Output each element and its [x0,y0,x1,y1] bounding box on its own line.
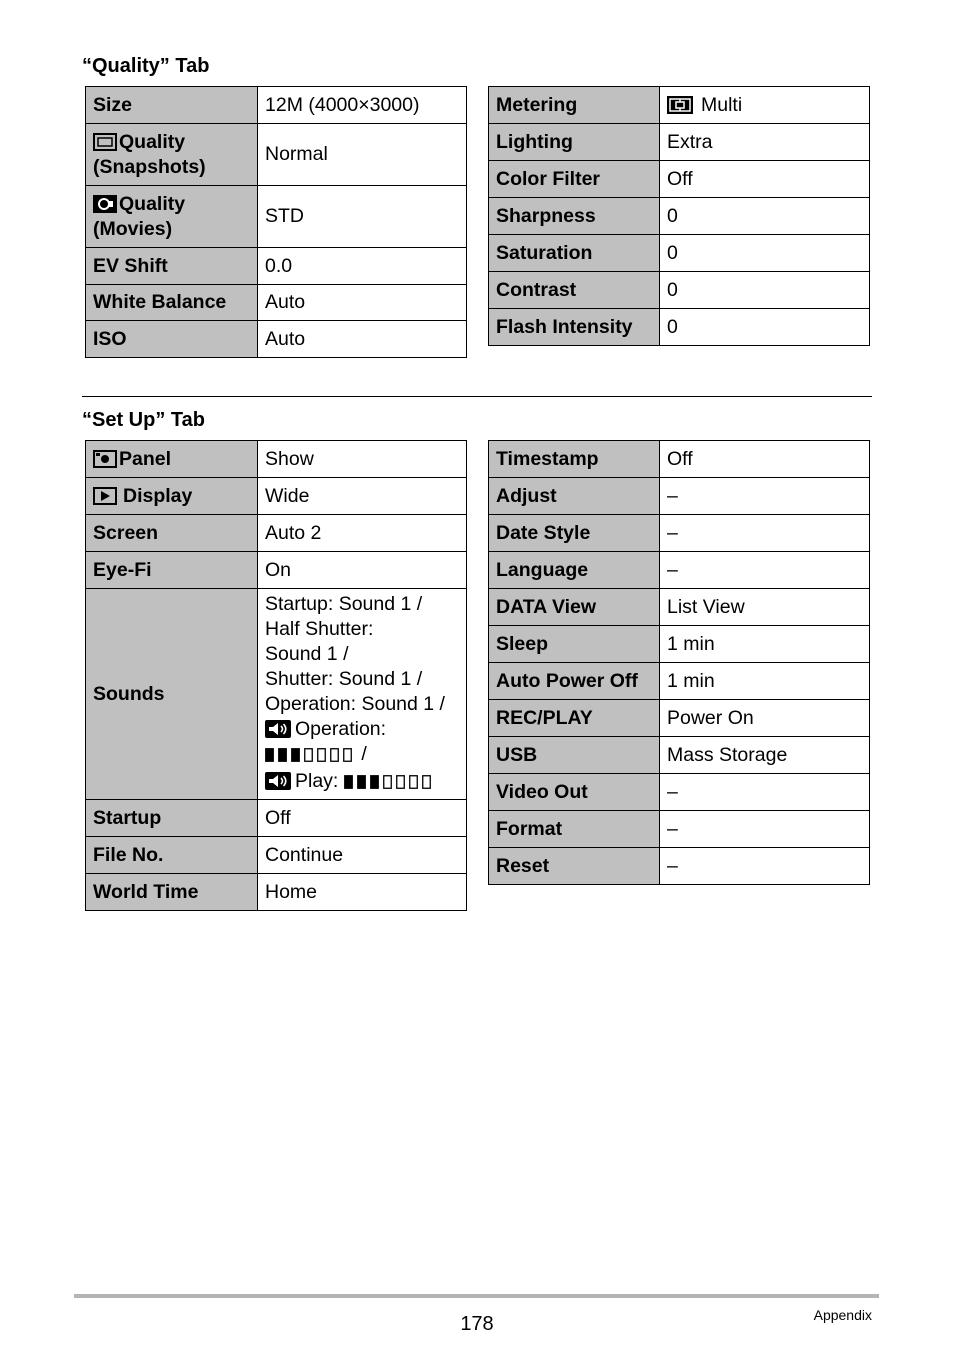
volume-step-filled [292,749,300,762]
table-row [86,186,467,248]
table-row [86,589,467,800]
setting-label: Sharpness [489,198,660,235]
setting-value: Normal [258,124,467,186]
setting-value: Power On [660,700,870,737]
sound-line [265,717,459,742]
volume-step-filled [358,776,366,789]
setting-value: Extra [660,124,870,161]
panel-icon [93,450,117,468]
sounds-value [258,589,467,800]
setting-label: World Time [86,874,258,911]
table-row [489,309,870,346]
quality-label: Quality [119,192,186,215]
setting-label: Date Style [489,515,660,552]
setting-label: REC/PLAY [489,700,660,737]
speaker-icon [265,720,291,738]
quality-right-table [488,86,870,346]
table-row [86,552,467,589]
sound-line: Sound 1 / [265,643,349,665]
volume-step-empty [305,749,313,762]
quality-sublabel: (Snapshots) [93,155,206,178]
quality-label: Quality [119,130,186,153]
setup-tab-heading: “Set Up” Tab [82,409,205,431]
setting-value: On [258,552,467,589]
setting-value: Off [660,441,870,478]
section-divider [82,396,872,397]
sound-line [265,769,459,796]
setting-value: Show [258,441,467,478]
operation-volume-label: Operation: [295,718,387,740]
table-row [86,248,467,285]
table-row [489,515,870,552]
setting-value: Off [660,161,870,198]
quality-tab-heading: “Quality” Tab [82,55,210,77]
sound-line: Half Shutter: [265,618,374,640]
setting-value: Home [258,874,467,911]
setting-label: File No. [86,837,258,874]
table-row [489,478,870,515]
volume-step-empty [344,749,352,762]
setting-value: – [660,774,870,811]
setting-value: 1 min [660,663,870,700]
setting-label: DATA View [489,589,660,626]
table-row [86,321,467,358]
setting-label: Adjust [489,478,660,515]
snapshot-quality-icon [93,133,117,151]
setting-label: Language [489,552,660,589]
section-label: Appendix [813,1307,872,1323]
setting-value: 0.0 [258,248,467,285]
setting-value: – [660,848,870,885]
setting-value: Wide [258,478,467,515]
playback-display-icon [93,487,117,505]
table-row [86,285,467,321]
table-row [86,87,467,124]
setting-value: – [660,515,870,552]
sound-line: Shutter: Sound 1 / [265,668,423,690]
table-row [489,663,870,700]
metering-value: Multi [701,93,743,116]
sound-line [265,742,459,769]
size-value: 12M (4000×3000) [265,93,420,116]
setting-label: Size [86,87,258,124]
play-volume-label: Play: [295,770,339,792]
setting-label: ISO [86,321,258,358]
setting-label: White Balance [86,285,258,321]
volume-step-empty [410,776,418,789]
table-row [489,124,870,161]
table-row [86,874,467,911]
setting-value: 0 [660,272,870,309]
sound-line: Operation: Sound 1 / [265,693,445,715]
setting-value: Auto [258,285,467,321]
setting-value: 0 [660,198,870,235]
table-row [489,552,870,589]
setting-value: STD [258,186,467,248]
setting-label: Format [489,811,660,848]
setting-label [86,478,258,515]
setting-label: Eye-Fi [86,552,258,589]
setting-value: Mass Storage [660,737,870,774]
table-row [489,272,870,309]
table-row [489,589,870,626]
table-row [489,700,870,737]
table-row [489,626,870,663]
setting-label: Contrast [489,272,660,309]
volume-step-empty [384,776,392,789]
volume-step-filled [279,749,287,762]
table-row [86,515,467,552]
table-row [86,478,467,515]
setting-value: 1 min [660,626,870,663]
setup-right-table [488,440,870,885]
setting-label: Flash Intensity [489,309,660,346]
setting-label [86,441,258,478]
play-volume-bar [344,771,435,796]
page-number: 178 [460,1313,494,1335]
table-row [489,441,870,478]
volume-step-empty [331,749,339,762]
setting-label: Metering [489,87,660,124]
setting-label: Auto Power Off [489,663,660,700]
setup-left-table [85,440,467,911]
separator-slash: / [361,743,367,765]
multi-metering-icon [667,96,693,114]
setting-label: Saturation [489,235,660,272]
table-row [489,848,870,885]
setting-value: 0 [660,309,870,346]
table-row [489,774,870,811]
setting-label [86,124,258,186]
movie-quality-icon [93,195,117,213]
setting-label: Sleep [489,626,660,663]
quality-sublabel: (Movies) [93,217,173,240]
table-row [86,441,467,478]
setting-value [258,87,467,124]
setting-label: Sounds [86,589,258,800]
volume-step-filled [266,749,274,762]
setting-value: – [660,811,870,848]
sound-line: Startup: Sound 1 / [265,593,423,615]
setting-label: Color Filter [489,161,660,198]
setting-value: Auto 2 [258,515,467,552]
setting-label: USB [489,737,660,774]
volume-step-empty [397,776,405,789]
setting-label: Timestamp [489,441,660,478]
setting-label [86,186,258,248]
volume-step-empty [318,749,326,762]
table-row [489,161,870,198]
table-row [86,800,467,837]
setting-value: 0 [660,235,870,272]
footer-rule [74,1294,879,1298]
volume-level-icon [344,775,435,789]
table-row [489,87,870,124]
volume-step-filled [345,776,353,789]
setting-value: Off [258,800,467,837]
quality-left-table [85,86,467,358]
setting-value: List View [660,589,870,626]
setting-value: Continue [258,837,467,874]
volume-level-icon [265,748,356,762]
setting-value: – [660,552,870,589]
setting-label: Startup [86,800,258,837]
setting-label: Reset [489,848,660,885]
speaker-icon [265,772,291,790]
table-row [489,737,870,774]
setting-label: EV Shift [86,248,258,285]
table-row [86,837,467,874]
table-row [489,198,870,235]
volume-step-filled [371,776,379,789]
setting-label: Lighting [489,124,660,161]
volume-step-empty [423,776,431,789]
setting-value: – [660,478,870,515]
table-row [489,811,870,848]
table-row [86,124,467,186]
setting-value: Auto [258,321,467,358]
setting-label: Video Out [489,774,660,811]
panel-label: Panel [119,447,172,470]
operation-volume-bar [265,744,356,769]
table-row [489,235,870,272]
display-label: Display [123,484,193,507]
setting-label: Screen [86,515,258,552]
setting-value [660,87,870,124]
